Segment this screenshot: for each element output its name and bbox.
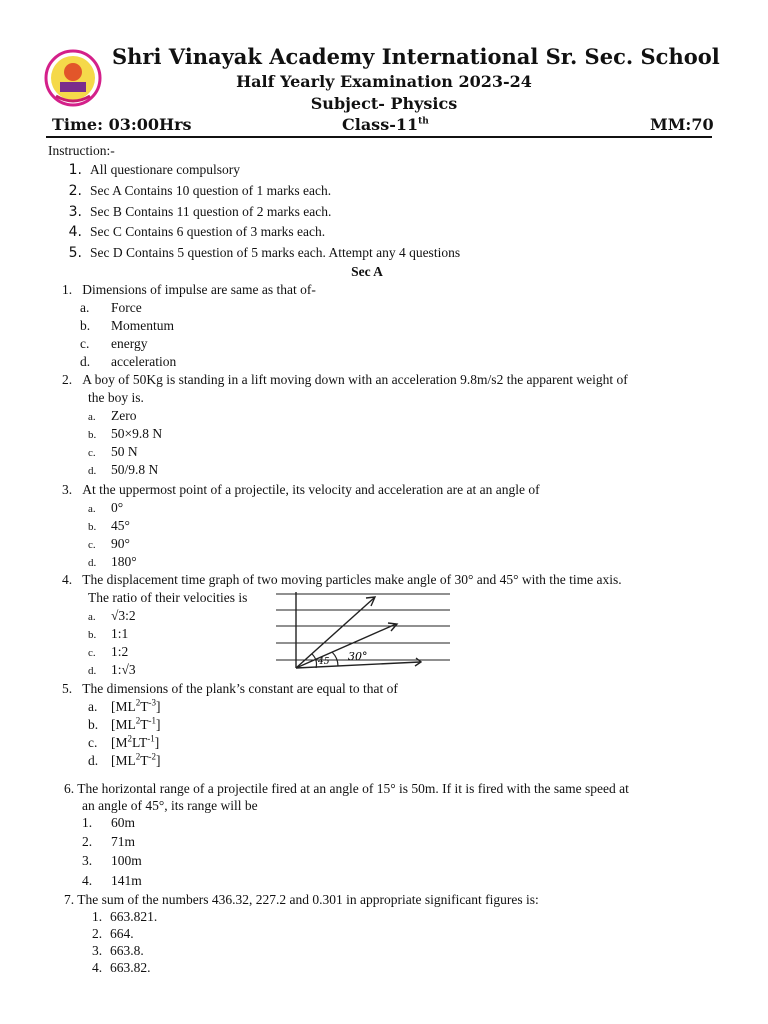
- option: d. 180°: [88, 554, 137, 569]
- option: d. acceleration: [80, 354, 177, 369]
- option: 4. 141m: [82, 873, 142, 888]
- option: c. 1:2: [88, 644, 129, 659]
- question-3: 3. At the uppermost point of a projectile, its velocity and acceleration are at an angle of: [62, 482, 540, 497]
- instructions-title: Instruction:-: [48, 143, 115, 158]
- option: a. √3:2: [88, 608, 136, 623]
- instruction-item: 4. Sec C Contains 6 question of 3 marks each.: [68, 224, 326, 240]
- option: d. 50/9.8 N: [88, 462, 159, 477]
- option: 1. 60m: [82, 815, 136, 830]
- instruction-item: 3. Sec B Contains 11 question of 2 marks each.: [68, 204, 332, 220]
- section-title: Sec A: [351, 264, 383, 279]
- option: b. $[ML^2T^{-1}]$: [88, 715, 161, 732]
- school-name: Shri Vinayak Academy International Sr. Sec. School: [112, 44, 720, 69]
- option: c. $[M^2LT^{-1}]$: [88, 733, 160, 750]
- question-6-cont: an angle of 45°, its range will be: [82, 798, 258, 813]
- line-30: [296, 624, 396, 668]
- option: c. energy: [80, 336, 148, 351]
- class-label: Class-11th: [342, 115, 429, 134]
- question-7: 7. The sum of the numbers 436.32, 227.2 and 0.301 in appropriate significant figures is:: [64, 892, 539, 907]
- question-4-cont: The ratio of their velocities is: [88, 590, 248, 605]
- time-label: Time: 03:00Hrs: [52, 115, 192, 134]
- question-4: 4. The displacement time graph of two moving particles make angle of 30° and 45° with the time axis.: [62, 572, 622, 587]
- angle-arc-30: [332, 652, 338, 666]
- question-2: 2. A boy of 50Kg is standing in a lift moving down with an acceleration 9.8m/s2 the apparent weight of: [62, 372, 628, 387]
- option: 1. 663.821.: [92, 909, 158, 924]
- instruction-item: 5. Sec D Contains 5 question of 5 marks each. Attempt any 4 questions: [68, 245, 461, 261]
- header-rule: [46, 136, 712, 138]
- exam-title: Half Yearly Examination 2023-24: [236, 72, 532, 91]
- option: d. $[ML^2T^{-2}]$: [88, 751, 161, 768]
- question-6: 6. The horizontal range of a projectile fired at an angle of 15° is 50m. If it is fired with the same speed at: [64, 781, 629, 796]
- label-30: 30°: [348, 650, 368, 663]
- displacement-time-graph: [272, 588, 452, 674]
- option: 3. 663.8.: [92, 943, 144, 958]
- option: 2. 71m: [82, 834, 136, 849]
- max-marks: MM:70: [650, 115, 714, 134]
- option: a. Zero: [88, 408, 137, 423]
- question-2-cont: the boy is.: [88, 390, 144, 405]
- instruction-item: 2. Sec A Contains 10 question of 1 marks each.: [68, 183, 332, 199]
- option: 3. 100m: [82, 853, 142, 868]
- subject-title: Subject- Physics: [310, 94, 458, 113]
- question-1: 1. Dimensions of impulse are same as that of-: [62, 282, 316, 297]
- option: c. 90°: [88, 536, 130, 551]
- option: a. 0°: [88, 500, 124, 515]
- label-45: 45: [318, 657, 330, 667]
- option: c. 50 N: [88, 444, 138, 459]
- option: 4. 663.82.: [92, 960, 151, 975]
- option: b. 1:1: [88, 626, 129, 641]
- option: a. $[ML^2T^{-3}]$: [88, 697, 161, 714]
- option: b. Momentum: [80, 318, 174, 333]
- option: b. 50×9.8 N: [88, 426, 163, 441]
- instruction-item: 1. All questionare compulsory: [68, 162, 240, 178]
- option: a. Force: [80, 300, 142, 315]
- question-5: 5. The dimensions of the plank’s constant are equal to that of: [62, 681, 398, 696]
- option: d. 1:√3: [88, 662, 136, 677]
- option: 2. 664.: [92, 926, 134, 941]
- option: b. 45°: [88, 518, 130, 533]
